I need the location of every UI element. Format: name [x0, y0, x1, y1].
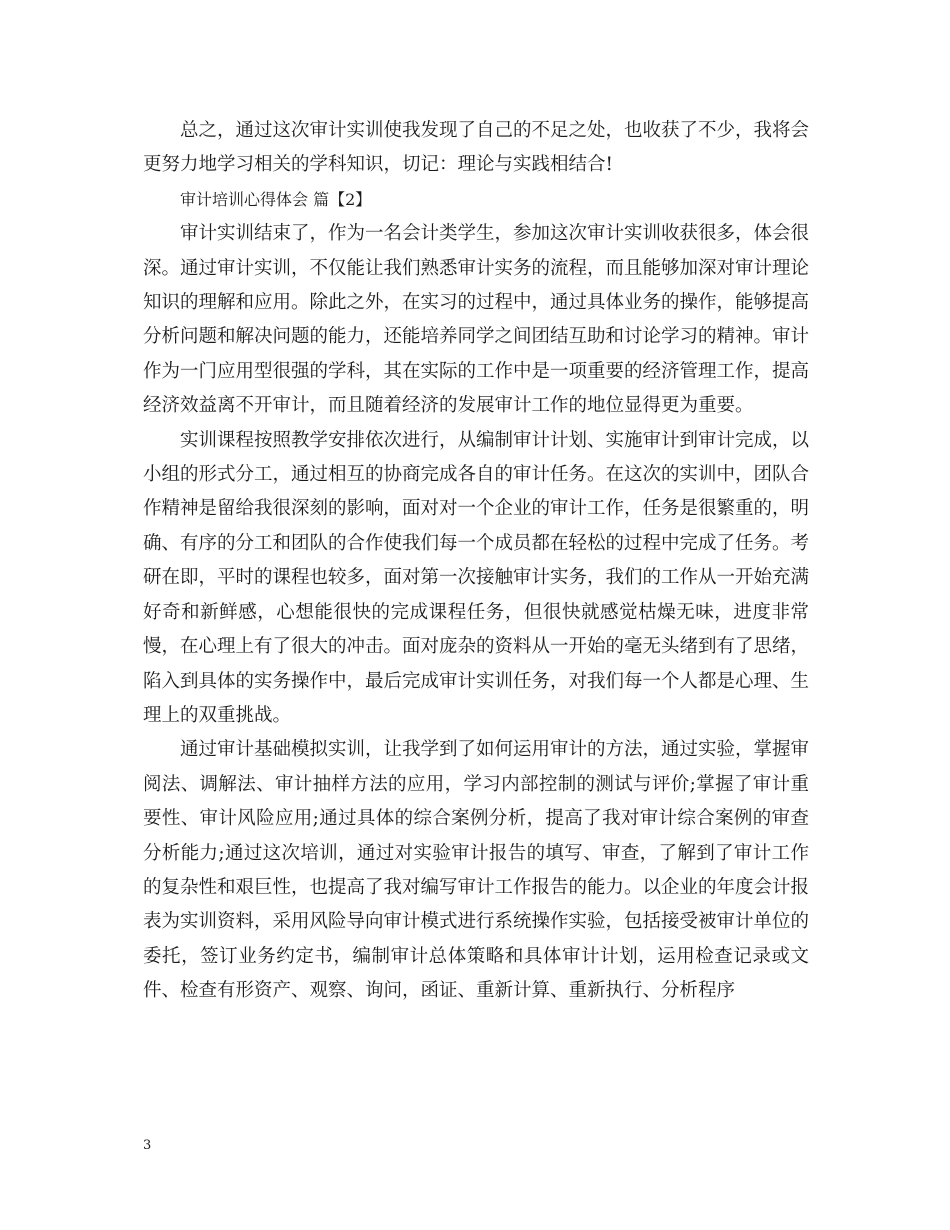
paragraph-conclusion: 总之，通过这次审计实训使我发现了自己的不足之处，也收获了不少，我将会更努力地学习相关的学科知识，切记：理论与实践相结合!: [143, 120, 810, 176]
section-heading: 审计培训心得体会 篇【2】: [180, 189, 372, 209]
paragraph-methods: 通过审计基础模拟实训，让我学到了如何运用审计的方法，通过实验，掌握审阅法、调解法、审计抽样方法的应用，学习内部控制的测试与评价;掌握了审计重要性、审计风险应用;通过具体的综合案例分析，提高了我对审计综合案例的审查分析能力;通过这次培训，通过对实验审计报告的填写、审查，了解到了审计工作的复杂性和艰巨性，也提高了我对编写审计工作报告的能力。以企业的年度会计报表为实训资料，采用风险导向审计模式进行系统操作实验，包括接受被审计单位的委托，签订业务约定书，编制审计总体策略和具体审计计划，运用检查记录或文件、检查有形资产、观察、询问，函证、重新计算、重新执行、分析程序: [143, 739, 810, 1002]
document-body: [143, 114, 809, 1009]
paragraph-intro: 审计实训结束了，作为一名会计类学生，参加这次审计实训收获很多，体会很深。通过审计实训，不仅能让我们熟悉审计实务的流程，而且能够加深对审计理论知识的理解和应用。除此之外，在实习的过程中，通过具体业务的操作，能够提高分析问题和解决问题的能力，还能培养同学之间团结互助和讨论学习的精神。审计作为一门应用型很强的学科，其在实际的工作中是一项重要的经济管理工作，提高经济效益离不开审计，而且随着经济的发展审计工作的地位显得更为重要。: [143, 223, 810, 417]
page-number: 3: [143, 1138, 152, 1153]
paragraph-course: 实训课程按照教学安排依次进行，从编制审计计划、实施审计到审计完成，以小组的形式分工，通过相互的协商完成各自的审计任务。在这次的实训中，团队合作精神是留给我很深刻的影响，面对对一个企业的审计工作，任务是很繁重的，明确、有序的分工和团队的合作使我们每一个成员都在轻松的过程中完成了任务。考研在即，平时的课程也较多，面对第一次接触审计实务，我们的工作从一开始充满好奇和新鲜感，心想能很快的完成课程任务，但很快就感觉枯燥无味，进度非常慢，在心理上有了很大的冲击。面对庞杂的资料从一开始的毫无头绪到有了思绪，陷入到具体的实务操作中，最后完成审计实训任务，对我们每一个人都是心理、生理上的双重挑战。: [143, 429, 810, 726]
